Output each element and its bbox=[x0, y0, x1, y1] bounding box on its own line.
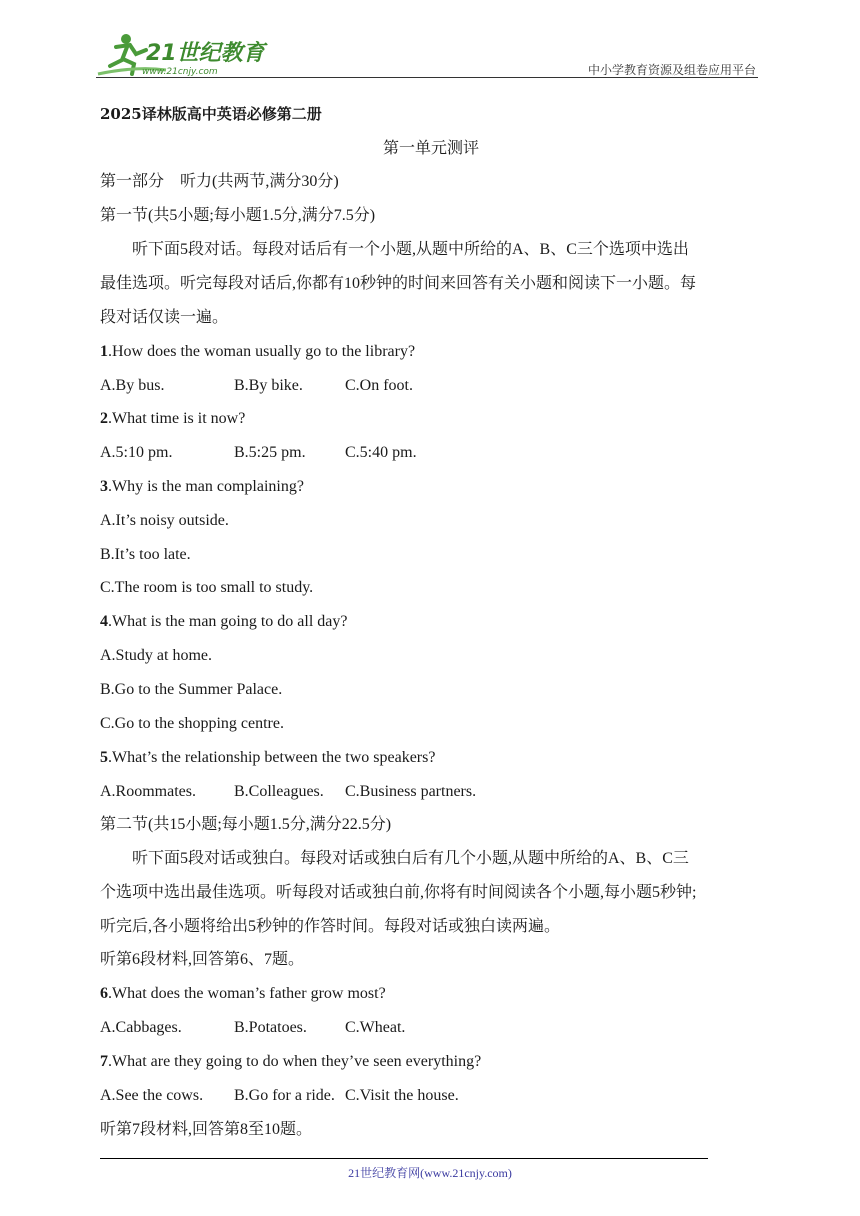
footer-divider bbox=[100, 1158, 708, 1159]
unit-title: 第一单元测评 bbox=[382, 140, 479, 157]
option-c[interactable]: C.The room is too small to study. bbox=[100, 579, 314, 596]
book-title: 2025译林版高中英语必修第二册 bbox=[100, 105, 322, 123]
instruction-line: 最佳选项。听完每段对话后,你都有10秒钟的时间来回答有关小题和阅读下一小题。每 bbox=[100, 275, 697, 292]
option-b[interactable]: B.By bike. bbox=[234, 377, 303, 394]
instruction-line: 段对话仅读一遍。 bbox=[100, 309, 229, 326]
instruction-line: 听完后,各小题将给出5秒钟的作答时间。每段对话或独白读两遍。 bbox=[100, 918, 561, 935]
option-a[interactable]: A.Study at home. bbox=[100, 647, 212, 664]
option-a[interactable]: A.Cabbages. bbox=[100, 1019, 182, 1036]
section-heading: 第一节(共5小题;每小题1.5分,满分7.5分) bbox=[100, 207, 376, 224]
question-4 bbox=[100, 612, 348, 632]
question-text: .What time is it now? bbox=[108, 410, 246, 427]
option-c[interactable]: C.Visit the house. bbox=[345, 1087, 459, 1104]
material-heading: 听第6段材料,回答第6、7题。 bbox=[100, 951, 305, 968]
option-b[interactable]: B.Colleagues. bbox=[234, 783, 324, 800]
question-number: 3 bbox=[100, 478, 108, 495]
instruction-line: 个选项中选出最佳选项。听每段对话或独白前,你将有时间阅读各个小题,每小题5秒钟; bbox=[100, 884, 697, 901]
part-heading: 第一部分 听力(共两节,满分30分) bbox=[100, 173, 339, 190]
option-c[interactable]: C.On foot. bbox=[345, 377, 413, 394]
option-b[interactable]: B.It’s too late. bbox=[100, 546, 191, 563]
footer-link[interactable]: 21世纪教育网(www.21cnjy.com) bbox=[348, 1166, 512, 1180]
question-text: .How does the woman usually go to the library? bbox=[108, 343, 416, 360]
option-b[interactable]: B.Go to the Summer Palace. bbox=[100, 681, 283, 698]
option-b[interactable]: B.Go for a ride. bbox=[234, 1087, 335, 1104]
option-a[interactable]: A.Roommates. bbox=[100, 783, 196, 800]
option-b[interactable]: B.5:25 pm. bbox=[234, 444, 306, 461]
option-c[interactable]: C.Business partners. bbox=[345, 783, 477, 800]
question-text: .What’s the relationship between the two speakers? bbox=[108, 749, 436, 766]
question-text: .What are they going to do when they’ve seen everything? bbox=[108, 1053, 482, 1070]
question-number: 4 bbox=[100, 613, 108, 630]
question-text: .Why is the man complaining? bbox=[108, 478, 304, 495]
question-5 bbox=[100, 748, 435, 768]
page-header bbox=[96, 30, 758, 80]
logo-runner-icon bbox=[96, 30, 271, 80]
question-number: 6 bbox=[100, 985, 108, 1002]
option-c[interactable]: C.Go to the shopping centre. bbox=[100, 715, 284, 732]
question-number: 7 bbox=[100, 1053, 108, 1070]
option-a[interactable]: A.It’s noisy outside. bbox=[100, 512, 229, 529]
question-text: .What does the woman’s father grow most? bbox=[108, 985, 386, 1002]
question-7 bbox=[100, 1052, 481, 1072]
question-number: 5 bbox=[100, 749, 108, 766]
question-6 bbox=[100, 984, 386, 1004]
question-number: 2 bbox=[100, 410, 108, 427]
option-a[interactable]: A.By bus. bbox=[100, 377, 165, 394]
site-slogan: 中小学教育资源及组卷应用平台 bbox=[587, 63, 756, 77]
question-1 bbox=[100, 342, 415, 362]
instruction-line: 听下面5段对话或独白。每段对话或独白后有几个小题,从题中所给的A、B、C三 bbox=[132, 850, 689, 867]
question-2 bbox=[100, 409, 245, 429]
header-divider bbox=[96, 77, 758, 78]
question-number: 1 bbox=[100, 343, 108, 360]
question-text: .What is the man going to do all day? bbox=[108, 613, 348, 630]
option-b[interactable]: B.Potatoes. bbox=[234, 1019, 307, 1036]
option-c[interactable]: C.Wheat. bbox=[345, 1019, 406, 1036]
option-c[interactable]: C.5:40 pm. bbox=[345, 444, 417, 461]
option-a[interactable]: A.5:10 pm. bbox=[100, 444, 173, 461]
logo-url: www.21cnjy.com bbox=[142, 67, 218, 77]
question-3 bbox=[100, 477, 304, 497]
logo-text: 21世纪教育 bbox=[146, 41, 265, 66]
section-heading: 第二节(共15小题;每小题1.5分,满分22.5分) bbox=[100, 816, 392, 833]
instruction-line: 听下面5段对话。每段对话后有一个小题,从题中所给的A、B、C三个选项中选出 bbox=[132, 241, 689, 258]
material-heading: 听第7段材料,回答第8至10题。 bbox=[100, 1121, 313, 1138]
option-a[interactable]: A.See the cows. bbox=[100, 1087, 204, 1104]
